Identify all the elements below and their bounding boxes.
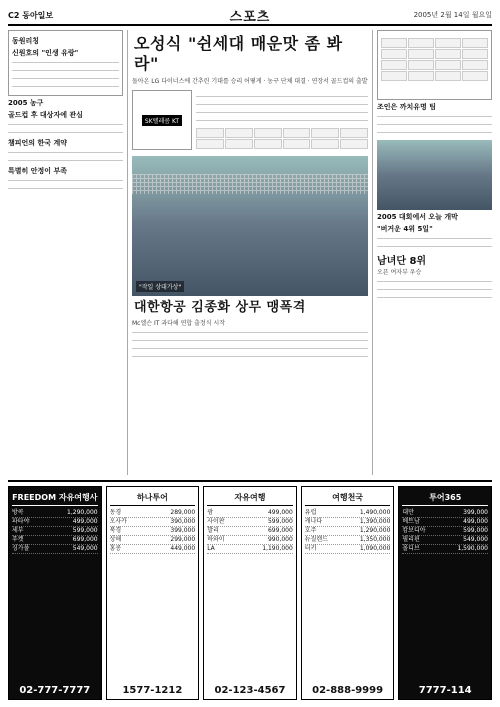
ad-item [207,536,293,545]
text-line [377,114,492,120]
ad-item-price: 1,350,000 [359,536,391,543]
table-cell [381,38,407,48]
table-cell [408,71,434,81]
right-bottom-sub: 오픈 여자부 우승 [377,269,422,276]
table-cell [435,60,461,70]
ad-item-place: 세부 [12,527,24,534]
ad-item [12,527,98,536]
ad-item-price: 1,390,000 [359,518,391,525]
box-title: 동원리칭 [12,37,40,45]
ad-item [12,509,98,518]
ad-block[interactable] [203,486,297,700]
table-cell [408,60,434,70]
table-cell [340,139,368,149]
ad-item-place: 터키 [304,545,317,552]
ad-item-price: 549,000 [72,545,98,552]
ad-brand: 여행천국 [305,490,391,506]
stats-table [196,128,368,149]
ad-item-place: 방콕 [12,509,24,516]
logo-label: SK텔레콤 KT [142,115,182,126]
ad-item-place: 동경 [109,509,122,516]
text-line [8,158,123,164]
volleyball-photo [132,156,368,296]
ad-item-price: 1,590,000 [457,545,488,552]
ad-item-price: 599,000 [267,518,293,525]
text-line [132,346,368,352]
text-line [132,354,368,360]
ad-item-price: 499,000 [72,518,98,525]
table-cell [196,128,224,138]
ad-brand: 자유여행 [207,490,293,506]
ad-item-price: 299,000 [170,536,196,543]
ad-item-price: 499,000 [267,509,293,516]
left-item-title-1: 골드컵 후 대상자에 관심 [8,111,83,119]
right-photo [377,140,492,210]
text-line [8,130,123,136]
ad-item-place: 홍콩 [109,545,122,552]
table-cell [254,128,282,138]
ad-item-price: 1,090,000 [359,545,391,552]
ad-brand: 투어365 [402,490,488,506]
ad-item-price: 499,000 [463,518,488,525]
ad-item [110,509,196,518]
ad-phone: 02-888-9999 [312,685,384,696]
right-table [381,38,488,81]
logo-box [132,90,192,150]
ad-item-place: 필리핀 [402,536,420,543]
table-cell [381,49,407,59]
left-section-title: 2005 농구 [8,99,44,107]
table-cell [435,71,461,81]
right-top-label: 조인은 까치유명 팀 [377,103,436,111]
text-line [377,295,492,301]
ad-item [305,509,391,518]
text-line [377,244,492,250]
ad-item-place: 상해 [109,536,122,543]
ad-brand: 하나투어 [110,490,196,506]
ad-item [207,518,293,527]
table-cell [408,38,434,48]
text-line [196,118,368,124]
ad-phone: 1577-1212 [122,685,183,696]
text-line [12,84,119,90]
ad-item-place: 파타야 [12,518,30,525]
table-cell [435,49,461,59]
ad-item [402,518,488,527]
table-cell [311,139,339,149]
text-line [377,122,492,128]
table-cell [225,139,253,149]
ad-item [110,536,196,545]
text-line [377,287,492,293]
ad-item-place: 몰디브 [402,545,420,552]
ad-block[interactable] [106,486,200,700]
right-mid-title: 2005 대회에서 오늘 개막 [377,213,458,221]
table-cell [381,71,407,81]
ad-item-price: 399,000 [463,509,488,516]
table-cell [462,71,488,81]
ad-item-price: 549,000 [463,536,488,543]
ad-item-place: 괌 [207,509,213,516]
article-columns [196,92,368,149]
text-line [12,68,119,74]
ad-item [305,545,391,554]
table-cell [435,38,461,48]
ad-item-price: 390,000 [170,518,196,525]
table-cell [462,49,488,59]
ad-phone: 02-123-4567 [214,685,286,696]
ad-item [207,509,293,518]
ad-item-price: 1,190,000 [262,545,293,552]
ad-item [110,527,196,536]
story-headline: 대한항공 김종화 상무 맹폭격 [134,300,306,315]
left-box [8,30,123,96]
ad-item-place: 캐나다 [304,518,323,525]
ad-item-place: 푸켓 [12,536,24,543]
ad-item [402,527,488,536]
ad-phone: 02-777-7777 [19,685,91,696]
text-line [196,94,368,100]
main-headline: 오성식 "쉰세대 매운맛 좀 봐라" [134,34,343,73]
main-column [132,30,368,475]
page-header [8,6,492,26]
photo-caption: "작일 상대가상" [136,281,184,292]
table-cell [408,49,434,59]
text-line [377,279,492,285]
ad-item-price: 699,000 [267,527,293,534]
ad-item [207,545,293,554]
ad-item-place: 북경 [109,527,122,534]
text-line [8,150,123,156]
ad-item-price: 399,000 [170,527,196,534]
ad-item-price: 1,290,000 [359,527,391,534]
ad-item [110,545,196,554]
left-item-title-3: 특별히 안정이 부족 [8,167,67,175]
ad-item [402,536,488,545]
ad-block[interactable] [398,486,492,700]
text-line [196,102,368,108]
ad-item [305,518,391,527]
ad-item-place: 싱가폴 [12,545,30,552]
text-line [377,236,492,242]
left-item-title-2: 챔피언의 한국 계약 [8,139,67,147]
ad-item-place: 하와이 [207,536,225,543]
ad-item-price: 990,000 [267,536,293,543]
ad-item-price: 599,000 [463,527,488,534]
ad-item-price: 449,000 [170,545,196,552]
text-line [8,186,123,192]
text-line [132,338,368,344]
table-cell [254,139,282,149]
right-top-box [377,30,492,100]
table-cell [225,128,253,138]
ad-item [402,509,488,518]
ad-block[interactable] [8,486,102,700]
ad-item-place: 오사카 [109,518,127,525]
ad-item-place: 뉴질랜드 [304,536,328,543]
ad-item-place: 호주 [304,527,317,534]
right-bottom-title: 남녀단 8위 [377,256,427,267]
ad-brand: FREEDOM 자유여행사 [12,490,98,506]
ad-block[interactable] [301,486,395,700]
text-line [377,130,492,136]
text-line [12,76,119,82]
table-cell [340,128,368,138]
ad-item-price: 699,000 [72,536,98,543]
table-cell [283,139,311,149]
box-subtitle: 신원호의 "인생 유랑" [12,49,79,57]
text-line [132,330,368,336]
ad-item-place: 베트남 [402,518,420,525]
ad-item [110,518,196,527]
table-cell [311,128,339,138]
ad-section [8,480,492,700]
ad-item-place: 사이판 [207,518,225,525]
story-subhead: Mc엘슨 IT 과다해 연합 출정식 시작 [132,320,225,327]
ad-item [305,536,391,545]
ad-phone: 7777-114 [418,685,472,696]
ad-item [12,536,98,545]
ad-item [305,527,391,536]
table-cell [462,38,488,48]
table-cell [283,128,311,138]
text-line [196,110,368,116]
ad-item [12,545,98,554]
ad-item-price: 289,000 [170,509,196,516]
main-subhead: 돌아온 LG 다이너스에 간추린 기대를 승리 어떻게 · 농구 단체 대결 · 연장서 골드컵의 출발 [132,78,368,85]
table-cell [381,60,407,70]
ad-item-price: 1,290,000 [67,509,98,516]
ad-item-price: 599,000 [72,527,98,534]
text-line [8,122,123,128]
ad-item-place: LA [207,545,215,552]
ad-item-place: 유럽 [304,509,317,516]
ad-item-price: 1,490,000 [359,509,391,516]
ad-item-place: 대만 [402,509,414,516]
table-cell [196,139,224,149]
net-graphic [132,174,368,194]
content-columns [8,30,492,475]
right-quote: "버거운 4위 5일" [377,225,433,233]
ad-item-place: 발리 [207,527,219,534]
text-line [8,178,123,184]
header-date: 2005년 2월 14일 월요일 [413,11,492,19]
left-column [8,30,128,475]
ad-item [12,518,98,527]
text-line [12,60,119,66]
header-left: C2 동아일보 [8,10,54,20]
section-title: 스포츠 [229,9,271,25]
ad-item [207,527,293,536]
right-column [372,30,492,475]
ad-item-place: 캄보디아 [402,527,426,534]
ad-item [402,545,488,554]
table-cell [462,60,488,70]
